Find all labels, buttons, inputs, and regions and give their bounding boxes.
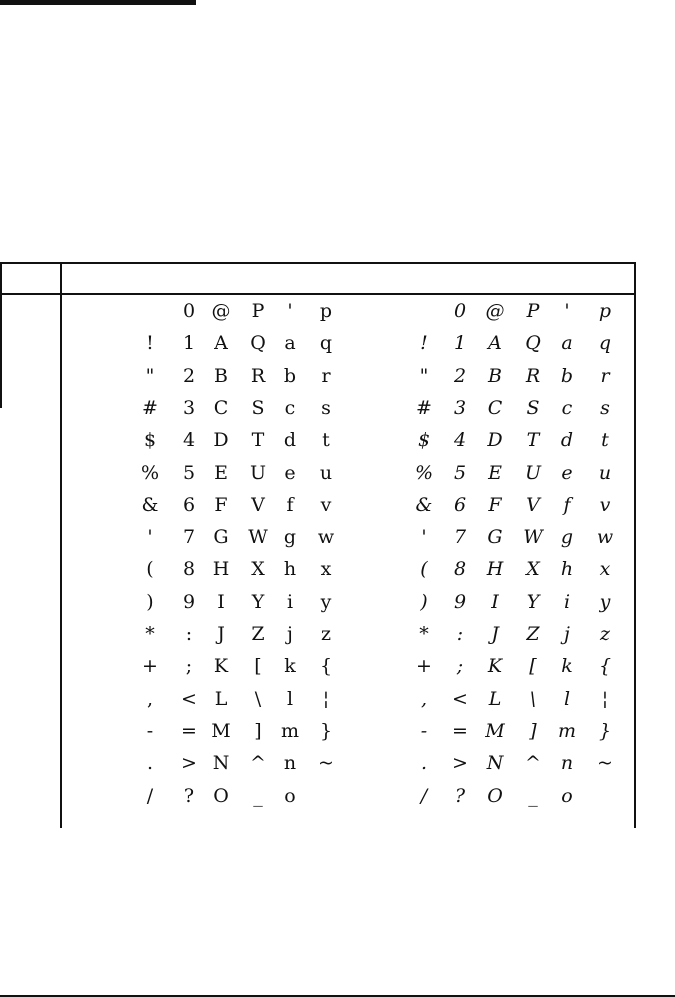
roman-glyph: ¦ (322, 687, 330, 710)
roman-glyph: q (319, 332, 333, 355)
roman-glyph: ) (146, 590, 154, 613)
italic-glyph: 6 (453, 493, 467, 516)
italic-glyph: 4 (453, 429, 467, 452)
roman-glyph: b (283, 364, 297, 387)
roman-glyph: W (248, 526, 268, 549)
italic-glyph: # (416, 396, 432, 419)
roman-glyph: @ (211, 300, 231, 322)
italic-glyph: { (598, 655, 612, 678)
roman-glyph: & (141, 493, 159, 516)
roman-glyph: ; (185, 655, 193, 678)
roman-glyph: s (321, 396, 331, 419)
italic-glyph: W (523, 526, 543, 549)
roman-glyph: v (320, 493, 332, 516)
italic-glyph: C (487, 396, 503, 419)
roman-glyph: S (251, 396, 265, 419)
italic-glyph: 3 (453, 396, 467, 419)
italic-glyph: P (526, 300, 540, 322)
roman-glyph: p (319, 300, 333, 322)
roman-glyph: K (213, 655, 229, 678)
roman-glyph: e (284, 461, 296, 484)
roman-glyph: ? (183, 784, 195, 807)
italic-glyph: + (416, 655, 432, 678)
italic-glyph: B (488, 364, 502, 387)
italic-glyph: ] (529, 719, 537, 742)
italic-glyph: y (599, 590, 611, 613)
italic-glyph: j (564, 623, 570, 645)
italic-glyph: q (598, 332, 612, 355)
italic-glyph: l (563, 687, 571, 710)
italic-glyph: % (414, 461, 434, 484)
italic-glyph: p (598, 300, 612, 322)
italic-glyph: " (419, 364, 429, 387)
roman-glyph: > (181, 752, 197, 775)
italic-glyph: a (561, 332, 573, 355)
roman-glyph: : (185, 623, 193, 645)
italic-glyph: s (600, 396, 610, 419)
italic-glyph: S (526, 396, 540, 419)
roman-glyph: [ (254, 655, 262, 678)
roman-glyph: R (250, 364, 266, 387)
italic-glyph: Y (526, 590, 540, 613)
italic-glyph: N (486, 752, 504, 775)
roman-glyph: A (214, 332, 228, 355)
roman-glyph: m (280, 719, 300, 742)
roman-glyph: F (214, 493, 228, 516)
italic-glyph: o (561, 784, 573, 807)
roman-glyph: 7 (182, 526, 196, 549)
roman-glyph: X (251, 558, 265, 581)
roman-glyph: z (320, 623, 331, 645)
roman-glyph: ' (147, 526, 153, 549)
italic-glyph: R (525, 364, 541, 387)
italic-glyph: , (420, 687, 428, 710)
roman-glyph: . (146, 752, 154, 775)
italic-glyph: ' (421, 526, 427, 549)
roman-glyph: < (181, 687, 197, 710)
italic-glyph: [ (529, 655, 537, 678)
roman-glyph: ( (146, 558, 154, 581)
roman-glyph: y (320, 590, 332, 613)
roman-glyph: n (283, 752, 297, 775)
roman-glyph: j (287, 623, 293, 645)
roman-glyph: t (322, 429, 330, 452)
italic-glyph: G (487, 526, 503, 549)
italic-glyph: t (601, 429, 609, 452)
roman-glyph: - (146, 719, 154, 742)
roman-glyph: 5 (182, 461, 196, 484)
roman-glyph: _ (253, 784, 263, 807)
roman-glyph: w (317, 526, 335, 549)
roman-glyph: " (145, 364, 155, 387)
roman-glyph: c (284, 396, 296, 419)
roman-glyph: P (251, 300, 265, 322)
roman-glyph: l (286, 687, 294, 710)
roman-glyph: 2 (182, 364, 196, 387)
italic-glyph: f (563, 493, 571, 516)
roman-glyph: M (211, 719, 231, 742)
italic-glyph: O (487, 784, 503, 807)
italic-glyph: 8 (453, 558, 467, 581)
italic-glyph: $ (417, 429, 431, 452)
roman-glyph: \ (254, 687, 262, 710)
italic-glyph: E (488, 461, 502, 484)
roman-glyph: } (319, 719, 333, 742)
roman-glyph: f (286, 493, 294, 516)
italic-glyph: F (488, 493, 502, 516)
italic-glyph: T (526, 429, 540, 452)
italic-glyph: K (487, 655, 503, 678)
roman-glyph: B (214, 364, 228, 387)
italic-glyph: v (599, 493, 611, 516)
roman-glyph: % (140, 461, 160, 484)
italic-glyph: @ (485, 300, 505, 322)
italic-glyph: D (487, 429, 503, 452)
roman-glyph: , (146, 687, 154, 710)
italic-glyph: > (452, 752, 468, 775)
italic-glyph: n (560, 752, 574, 775)
italic-glyph: 5 (453, 461, 467, 484)
italic-glyph: / (420, 784, 428, 807)
roman-glyph: $ (143, 429, 157, 452)
roman-glyph (311, 784, 341, 808)
italic-glyph: = (452, 719, 468, 742)
italic-glyph: m (557, 719, 577, 742)
roman-glyph: { (319, 655, 333, 678)
italic-glyph: Q (525, 332, 541, 355)
roman-glyph: T (251, 429, 265, 452)
italic-glyph: d (560, 429, 574, 452)
italic-glyph: & (415, 493, 433, 516)
roman-glyph: Z (251, 623, 265, 645)
italic-glyph: h (560, 558, 574, 581)
italic-glyph: - (420, 719, 428, 742)
italic-glyph: r (600, 364, 610, 387)
roman-glyph: C (213, 396, 229, 419)
roman-glyph: ~ (318, 752, 334, 775)
footer-rule (0, 995, 675, 997)
roman-glyph: 9 (182, 590, 196, 613)
roman-glyph: * (145, 623, 155, 645)
roman-glyph: = (181, 719, 197, 742)
italic-glyph: 2 (453, 364, 467, 387)
italic-glyph: z (599, 623, 610, 645)
italic-glyph: w (596, 526, 614, 549)
roman-glyph: u (319, 461, 333, 484)
italic-glyph: 7 (453, 526, 467, 549)
italic-glyph: M (485, 719, 505, 742)
roman-glyph: G (213, 526, 229, 549)
italic-glyph: < (452, 687, 468, 710)
roman-glyph: # (142, 396, 158, 419)
italic-glyph: ( (420, 558, 428, 581)
roman-glyph: o (284, 784, 296, 807)
roman-glyph: 4 (182, 429, 196, 452)
italic-glyph: ) (420, 590, 428, 613)
italic-glyph: 1 (453, 332, 467, 355)
roman-glyph: / (146, 784, 154, 807)
roman-glyph: Q (250, 332, 266, 355)
roman-glyph: 0 (182, 300, 196, 322)
roman-glyph: N (212, 752, 230, 775)
italic-glyph: b (560, 364, 574, 387)
italic-glyph: A (488, 332, 502, 355)
roman-glyph: 1 (182, 332, 196, 355)
roman-glyph: E (214, 461, 228, 484)
roman-glyph: J (217, 623, 225, 645)
italic-glyph: U (524, 461, 541, 484)
italic-glyph: x (599, 558, 611, 581)
italic-glyph: 9 (453, 590, 467, 613)
roman-glyph: I (217, 590, 225, 613)
roman-glyph: h (283, 558, 297, 581)
roman-glyph: i (286, 590, 294, 613)
italic-glyph: \ (529, 687, 537, 710)
roman-glyph: x (320, 558, 332, 581)
roman-glyph: O (213, 784, 229, 807)
roman-glyph: U (249, 461, 266, 484)
italic-glyph: e (561, 461, 573, 484)
italic-glyph: I (491, 590, 499, 613)
roman-glyph: g (283, 526, 297, 549)
roman-glyph: D (213, 429, 229, 452)
italic-glyph: ^ (525, 752, 541, 775)
roman-glyph: ' (287, 300, 293, 322)
italic-glyph: H (486, 558, 504, 581)
italic-glyph: L (488, 687, 502, 710)
roman-glyph: L (214, 687, 228, 710)
italic-glyph: * (419, 623, 429, 645)
italic-glyph: k (561, 655, 573, 678)
italic-glyph: Z (526, 623, 540, 645)
italic-glyph: ! (420, 332, 428, 355)
italic-glyph: ' (564, 300, 570, 322)
italic-glyph: ¦ (601, 687, 609, 710)
italic-glyph: 0 (453, 300, 467, 322)
roman-glyph: r (321, 364, 331, 387)
roman-glyph: 8 (182, 558, 196, 581)
italic-glyph: ? (454, 784, 466, 807)
roman-glyph: 3 (182, 396, 196, 419)
italic-glyph: c (561, 396, 573, 419)
italic-glyph: g (560, 526, 574, 549)
roman-glyph: ^ (250, 752, 266, 775)
italic-glyph: V (526, 493, 540, 516)
roman-glyph: k (284, 655, 296, 678)
roman-glyph: 6 (182, 493, 196, 516)
italic-glyph: ~ (597, 752, 613, 775)
roman-glyph: V (251, 493, 265, 516)
italic-glyph: . (420, 752, 428, 775)
roman-glyph: H (212, 558, 230, 581)
italic-glyph: ; (456, 655, 464, 678)
italic-glyph: u (598, 461, 612, 484)
roman-glyph: ! (146, 332, 154, 355)
italic-glyph: _ (528, 784, 538, 807)
roman-glyph: d (283, 429, 297, 452)
italic-glyph: } (598, 719, 612, 742)
italic-glyph (590, 784, 620, 808)
italic-glyph: X (526, 558, 540, 581)
roman-glyph: ] (254, 719, 262, 742)
italic-glyph: J (491, 623, 499, 645)
italic-glyph: : (456, 623, 464, 645)
roman-glyph: a (284, 332, 296, 355)
roman-glyph: + (142, 655, 158, 678)
italic-glyph: i (563, 590, 571, 613)
roman-glyph (135, 299, 165, 323)
italic-glyph (409, 299, 439, 323)
roman-glyph: Y (251, 590, 265, 613)
